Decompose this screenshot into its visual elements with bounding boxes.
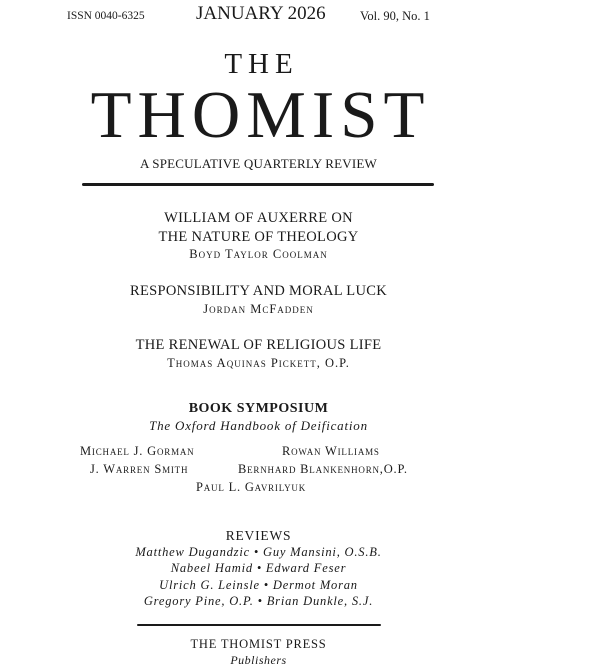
symposium-participant: Bernhard Blankenhorn,O.P. [238,462,408,476]
title-divider [82,183,434,186]
symposium-participant: Rowan Williams [282,444,380,458]
article-author: Jordan McFadden [203,302,314,316]
symposium-participant: Michael J. Gorman [80,444,195,458]
publisher-label: Publishers [230,653,287,667]
reviews-heading: REVIEWS [225,528,292,543]
journal-title: THOMIST [90,78,431,152]
volume-number: Vol. 90, No. 1 [360,9,430,23]
article-title-line: THE NATURE OF THEOLOGY [158,229,359,245]
symposium-participant: Paul L. Gavrilyuk [196,480,307,494]
symposium-participant: J. Warren Smith [90,462,189,476]
article-title: RESPONSIBILITY AND MORAL LUCK [130,283,387,299]
journal-subtitle: A SPECULATIVE QUARTERLY REVIEW [139,156,378,171]
reviews-line: Ulrich G. Leinsle • Dermot Moran [159,578,358,592]
title-article: THE [224,48,299,80]
symposium-heading: BOOK SYMPOSIUM [188,401,329,416]
article-author: Boyd Taylor Coolman [189,247,328,261]
publisher-name: THE THOMIST PRESS [190,637,327,651]
article-author: Thomas Aquinas Pickett, O.P. [167,356,350,370]
footer-divider [137,624,381,626]
issue-date: JANUARY 2026 [196,3,326,24]
article-title-line: WILLIAM OF AUXERRE ON [164,210,353,226]
issn-number: ISSN 0040-6325 [67,10,145,22]
reviews-line: Nabeel Hamid • Edward Feser [170,561,347,575]
article-title [0,209,517,247]
symposium-book-title: The Oxford Handbook of Deification [149,418,368,433]
reviews-line: Gregory Pine, O.P. • Brian Dunkle, S.J. [143,594,374,608]
reviews-line: Matthew Dugandzic • Guy Mansini, O.S.B. [135,545,382,559]
article-title: THE RENEWAL OF RELIGIOUS LIFE [135,337,382,353]
